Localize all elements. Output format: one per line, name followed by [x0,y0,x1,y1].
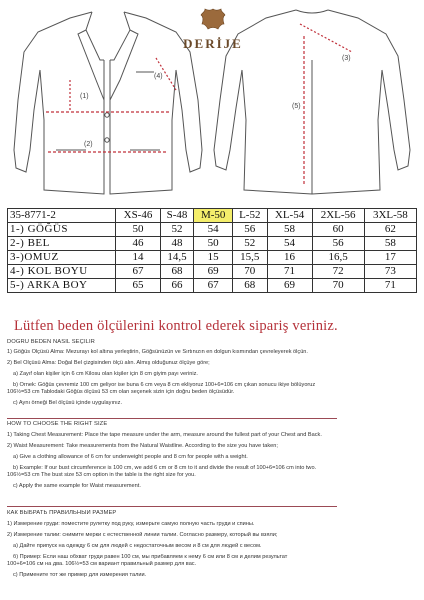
instruction-line: а) Дайте припуск на одежду 6 см для людей с недостаточным весом и 8 см для людей с весом. [13,543,262,549]
front-label-1: (1) [80,93,89,100]
instruction-line: 1) Taking Chest Measurement: Place the tape measure under the arm, measure around the fullest part of your Chest and Back. [7,432,322,438]
table-cell: 52 [232,237,267,251]
back-label-5: (5) [292,103,301,110]
table-cell: 58 [267,223,312,237]
row-label: 1-) GÖĞÜS [8,223,116,237]
table-cell: 54 [194,223,233,237]
table-cell: 16 [267,251,312,265]
instruction-line: 100+6=106 см на два. 106½=53 см вариант правильный размер для вас. [7,561,197,567]
table-cell: 68 [232,279,267,293]
section-title: DOĞRU BEDEN NASIL SEÇİLİR [7,339,95,345]
size-header: 2XL-56 [312,209,364,223]
table-cell: 56 [232,223,267,237]
table-row [8,237,417,251]
table-row [8,251,417,265]
section-divider [7,506,337,507]
table-cell: 15,5 [232,251,267,265]
back-measure-lines [300,24,352,186]
table-cell: 70 [312,279,364,293]
front-label-2: (2) [84,141,93,148]
table-cell: 66 [160,279,194,293]
table-cell: 58 [364,237,416,251]
table-cell: 54 [267,237,312,251]
instruction-line: 1) Göğüs Ölçüsü Alma: Mezurayı kol altına yerleştirin, Göğsünüzün ve Sırtınızın en dolgun kısmından çevreleyerek ölçün. [7,349,308,355]
instruction-line: с) Примените тот же пример для измерения талии. [13,572,147,578]
size-header-highlighted: M-50 [194,209,233,223]
instruction-line: b) Example: If our bust circumference is 100 cm, we add 6 cm or 8 cm to it and divide the result of 100+6=106 cm into two. [13,465,317,471]
row-label: 3-)OMUZ [8,251,116,265]
size-header: XL-54 [267,209,312,223]
model-code: 35-8771-2 [8,209,116,223]
section-title: HOW TO CHOOSE THE RIGHT SIZE [7,421,108,427]
instruction-line: c) Aynı örneği Bel ölçüsü içinde uygulayınız. [13,400,123,406]
table-cell: 71 [267,265,312,279]
size-header: L-52 [232,209,267,223]
table-cell: 69 [267,279,312,293]
row-label: 2-) BEL [8,237,116,251]
instructions-russian [7,510,419,579]
size-header: XS-46 [116,209,160,223]
instruction-line: 1) Измерение груди: поместите рулетку под руку, измерьте самую полную часть груди и спины. [7,521,255,527]
order-check-headline: Lütfen beden ölçülerini kontrol ederek sipariş veriniz. [14,318,338,334]
table-row [8,279,417,293]
table-cell: 69 [194,265,233,279]
table-cell: 14 [116,251,160,265]
section-divider [7,418,337,419]
table-cell: 70 [232,265,267,279]
table-cell: 72 [312,265,364,279]
instruction-line: a) Give a clothing allowance of 6 cm for underweight people and 8 cm for people with a weight. [13,454,248,460]
size-header: 3XL-58 [364,209,416,223]
instruction-line: б) Пример: Если наш обхват груди равен 100 см, мы прибавляем к нему 6 см или 8 см и делим результат [13,554,288,560]
size-table [7,208,417,293]
instruction-line: 2) Bel Ölçüsü Alma: Doğal Bel çizgisinden ölçü alın. Almış olduğunuz ölçüye göre; [7,360,210,366]
instruction-line: 106½=53 cm The bust size 53 cm option in the table is the right size for you. [7,472,196,478]
instructions-turkish [7,339,419,407]
table-cell: 67 [194,279,233,293]
table-cell: 67 [116,265,160,279]
table-cell: 65 [116,279,160,293]
instruction-line: 2) Waist Measurement: Take measurements from the Natural Waistline. According to the size you have taken; [7,443,278,449]
table-row [8,223,417,237]
leather-hide-icon [200,8,226,30]
size-header-row [8,209,417,223]
table-cell: 50 [194,237,233,251]
section-title: КАК ВЫБРАТЬ ПРАВИЛЬНЫЙ РАЗМЕР [7,510,117,516]
table-cell: 62 [364,223,416,237]
row-label: 4-) KOL BOYU [8,265,116,279]
jacket-front-illustration [14,12,202,194]
table-cell: 16,5 [312,251,364,265]
instruction-line: 106½=53 cm Tablodaki Göğüs ölçüsü 53 cm olan seçenek sizin için doğru beden ölçüsüdür. [7,389,235,395]
table-cell: 73 [364,265,416,279]
brand-name: DERİJE [183,36,243,51]
table-cell: 60 [312,223,364,237]
instruction-line: 2) Измерение талии: снимите мерки с естественной линии талии. Согласно размеру, который вы взяли; [7,532,278,538]
instruction-line: a) Zayıf olan kişiler için 6 cm Kilosu olan kişiler için 8 cm giyim payı veriniz. [13,371,198,377]
table-cell: 14,5 [160,251,194,265]
instruction-line: b) Örnek: Göğüs çevremiz 100 cm geliyor ise buna 6 cm veya 8 cm ekliyoruz 100+6=106 cm çıkan sonucu ikiye bölüyoruz [13,382,316,388]
table-cell: 52 [160,223,194,237]
table-cell: 50 [116,223,160,237]
brand-logo [178,8,248,52]
front-label-4: (4) [154,73,163,80]
table-cell: 48 [160,237,194,251]
table-cell: 56 [312,237,364,251]
table-cell: 17 [364,251,416,265]
table-cell: 71 [364,279,416,293]
size-header: S-48 [160,209,194,223]
table-cell: 15 [194,251,233,265]
back-label-3: (3) [342,55,351,62]
instruction-line: c) Apply the same example for Waist measurement. [13,483,141,489]
instructions-english [7,421,419,490]
table-row [8,265,417,279]
table-cell: 46 [116,237,160,251]
row-label: 5-) ARKA BOY [8,279,116,293]
table-cell: 68 [160,265,194,279]
